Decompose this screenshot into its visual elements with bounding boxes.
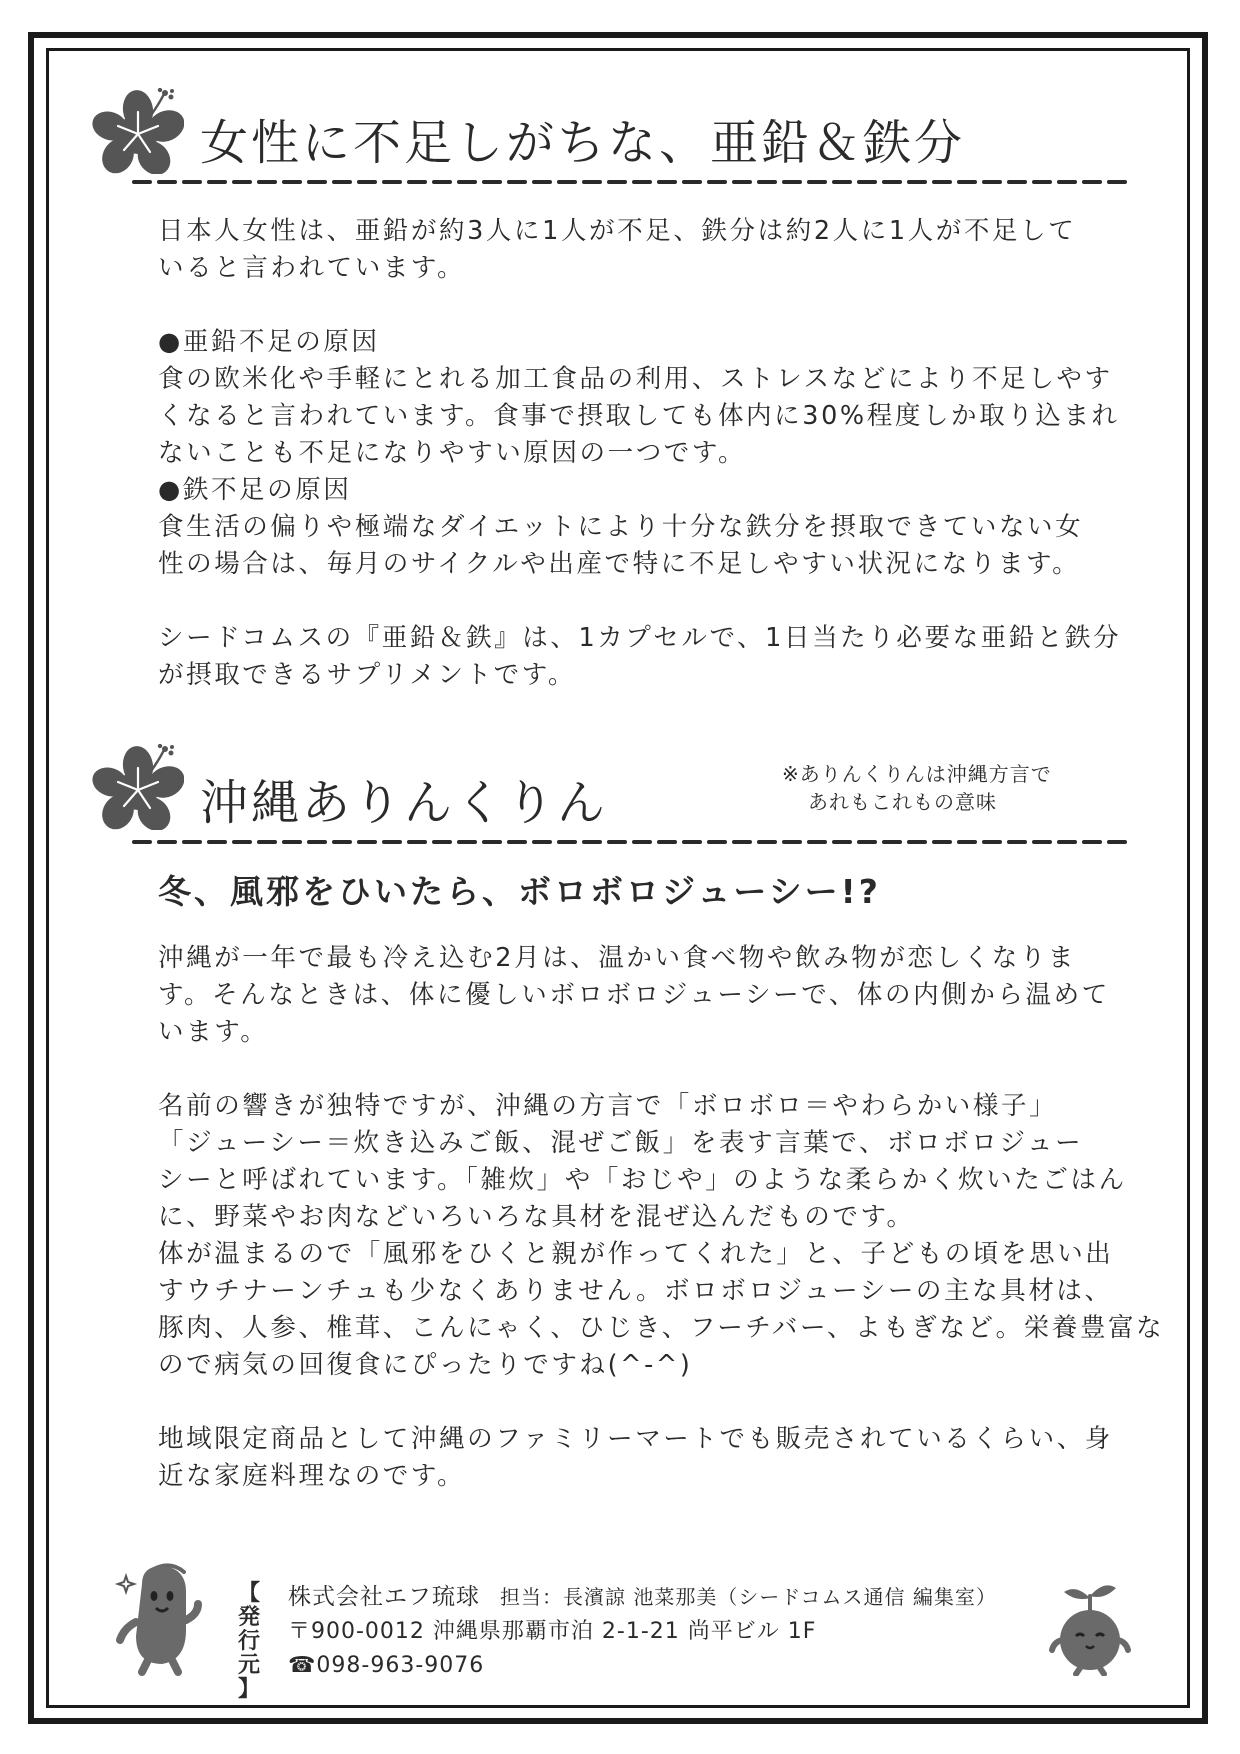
paragraph: 沖縄が一年で最も冷え込む2月は、温かい食べ物や飲み物が恋しくなりま す。そんなときは、体に優しいボロボロジューシーで、体の内側から温めて います。 [158, 943, 1110, 1047]
dialect-note: ※ありんくりんは沖縄方言で あれもこれもの意味 [782, 762, 1052, 814]
paragraph: シードコムスの『亜鉛＆鉄』は、1カプセルで、1日当たり必要な亜鉛と鉄分 が摂取できるサプリメントです。 [158, 623, 1122, 690]
sprout-mascot-icon [1046, 1580, 1134, 1676]
paragraph: 名前の響きが独特ですが、沖縄の方言で「ボロボロ＝やわらかい様子」 「ジューシー＝炊き込みご飯、混ぜご飯」を表す言葉で、ボロボロジュー シーと呼ばれています。「雑炊」や「おじや」のような柔らかく炊いたごはん に、野菜やお肉などいろいろな具材を混ぜ込んだものです。 体が温まるので「風邪をひくと親が作ってくれた」と、子どもの頃を思い出 すウチナーンチュも少なくありません。ボロボロジューシーの主な具材は、 豚肉、人参、椎茸、こんにゃく、ひじき、フーチバー、よもぎなど。栄養豊富な ので病気の回復食にぴったりですね(^-^) [158, 1091, 1165, 1380]
hibiscus-icon [92, 744, 184, 830]
paragraph: 日本人女性は、亜鉛が約3人に1人が不足、鉄分は約2人に1人が不足して いると言われています。 [158, 216, 1077, 283]
section-heading: 沖縄ありんくりん [200, 775, 609, 831]
section-heading: 女性に不足しがちな、亜鉛＆鉄分 [200, 115, 966, 171]
phone-number: ☎098-963-9076 [288, 1653, 485, 1678]
seed-mascot-icon [112, 1560, 204, 1676]
dashed-divider [132, 836, 1132, 848]
contact-person: 担当：長濱諒 池菜那美（シードコムス通信 編集室） [500, 1585, 997, 1609]
company-name: 株式会社エフ琉球 [288, 1584, 480, 1610]
section2-body [158, 940, 1165, 1495]
article-subheading: 冬、風邪をひいたら、ボロボロジューシー!? [158, 872, 881, 911]
address: 〒900-0012 沖縄県那覇市泊 2-1-21 尚平ビル 1F [288, 1619, 817, 1644]
section1-body [158, 213, 1122, 694]
hibiscus-icon [92, 88, 184, 174]
paragraph: 地域限定商品として沖縄のファミリーマートでも販売されているくらい、身 近な家庭料理なのです。 [158, 1424, 1113, 1491]
publisher-info [288, 1580, 997, 1683]
paragraph: ●亜鉛不足の原因 食の欧米化や手軽にとれる加工食品の利用、ストレスなどにより不足しやす くなると言われています。食事で摂取しても体内に30%程度しか取り込まれ ないことも不足になりやすい原因の一つです。 ●鉄不足の原因 食生活の偏りや極端なダイエットにより十分な鉄分を摂取できていない女 性の場合は、毎月のサイクルや出産で特に不足しやすい状況になります。 [158, 327, 1120, 579]
publisher-tag: 【 発 行 元 】 [237, 1581, 260, 1702]
dashed-divider [132, 176, 1132, 188]
